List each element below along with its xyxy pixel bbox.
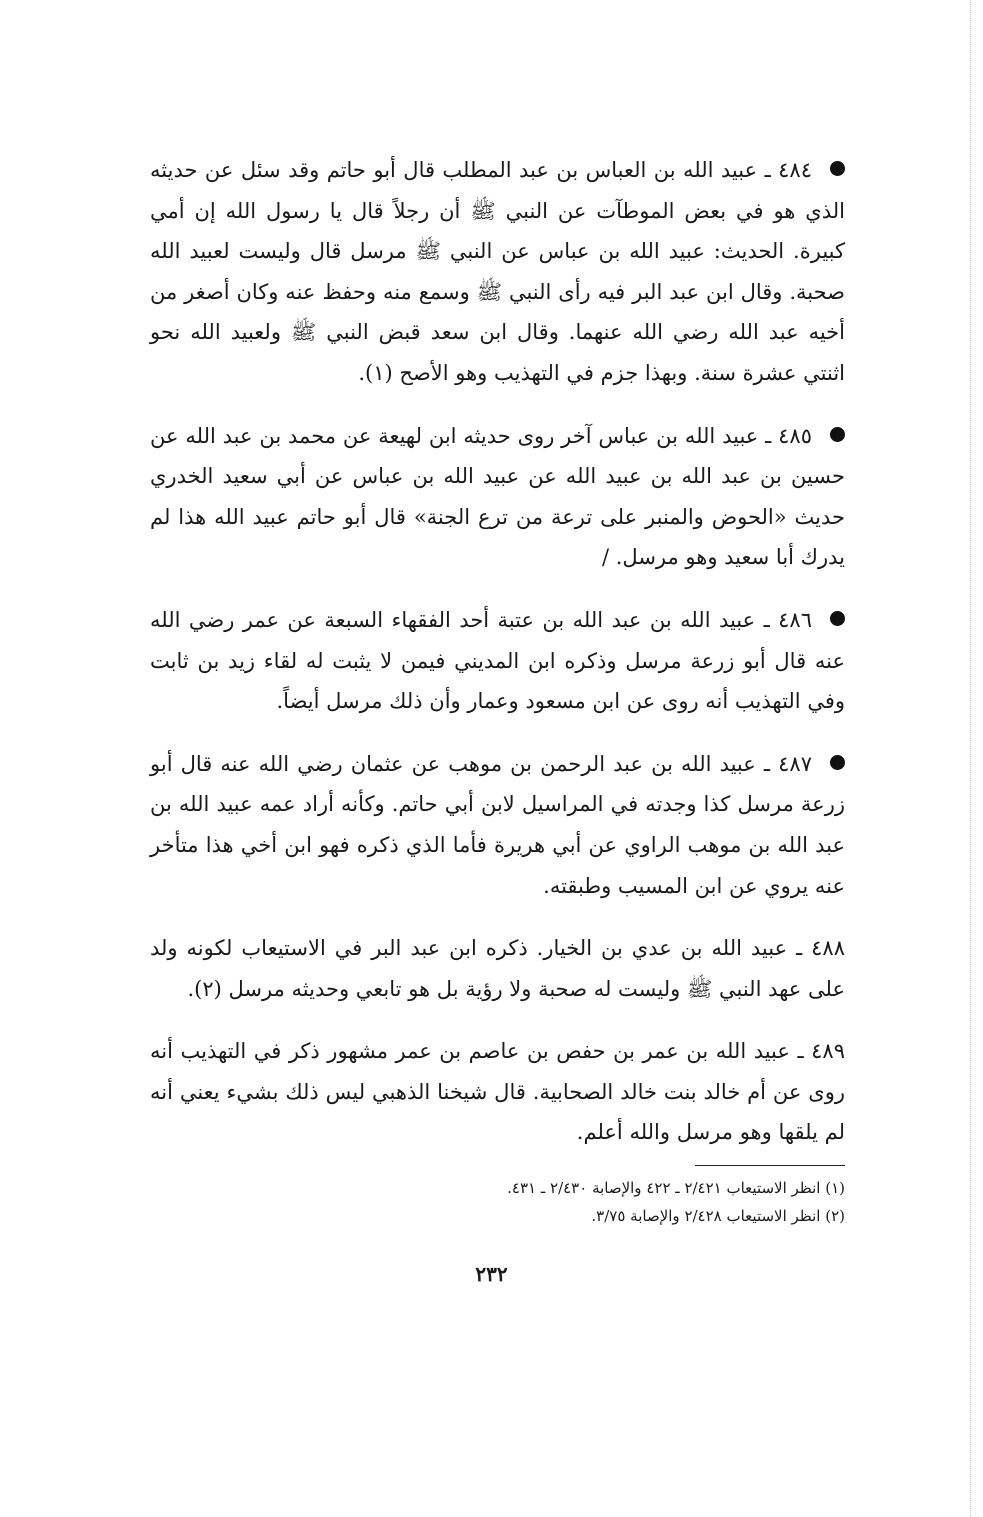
entry-text: ٤٨٤ ـ عبيد الله بن العباس بن عبد المطلب قال أبو حاتم وقد سئل عن حديثه الذي هو في بعض الموطآت عن النبي ﷺ أن رجلاً قال يا رسول الله إن أمي كبيرة. الحديث: عبيد الله بن عباس عن النبي ﷺ مرسل قال وليست لعبيد الله صحبة. وقال ابن عبد البر فيه رأى النبي ﷺ وسمع منه وحفظ عنه وكان أصغر من أخيه عبد الله رضي الله عنهما. وقال ابن سعد قبض النبي ﷺ ولعبيد الله نحو اثنتي عشرة سنة. وبهذا جزم في التهذيب وهو الأصح (١). [150,158,845,385]
footnote-2: (٢) انظر الاستيعاب ٢/٤٢٨ والإصابة ٣/٧٥. [591,1207,845,1225]
entry-text: ٤٨٩ ـ عبيد الله بن عمر بن حفص بن عاصم بن عمر مشهور ذكر في التهذيب أنه روى عن أم خالد بنت خالد الصحابية. قال شيخنا الذهبي ليس ذلك بشيء يعني أنه لم يلقها وهو مرسل والله أعلم. [150,1039,845,1145]
footnotes [150,1165,845,1230]
entry-text: ٤٨٨ ـ عبيد الله بن عدي بن الخيار. ذكره ابن عبد البر في الاستيعاب لكونه ولد على عهد النبي ﷺ وليست له صحبة ولا رؤية بل هو تابعي وحديثه مرسل (٢). [150,936,845,1001]
footnote-divider [695,1165,845,1166]
bullet-icon [830,755,845,770]
entry-text: ٤٨٧ ـ عبيد الله بن عبد الرحمن بن موهب عن عثمان رضي الله عنه قال أبو زرعة مرسل كذا وجدته في المراسيل لابن أبي حاتم. وكأنه أراد عمه عبيد الله بن عبد الله بن موهب الراوي عن أبي هريرة فأما الذي ذكره فهو ابن أخي هذا متأخر عنه يروي عن ابن المسيب وطبقته. [150,751,845,898]
main-text [150,150,845,1175]
entry-485 [150,416,845,578]
bullet-icon [830,161,845,176]
page-edge-divider [970,0,971,1517]
footnote-1: (١) انظر الاستيعاب ٢/٤٢١ ـ ٤٢٢ والإصابة ٢/٤٣٠ ـ ٤٣١. [507,1179,845,1197]
page-number: ٢٣٢ [475,1262,508,1286]
entry-text: ٤٨٥ ـ عبيد الله بن عباس آخر روى حديثه ابن لهيعة عن محمد بن عبد الله عن حسين بن عبد الله بن عبيد الله عن عبيد الله بن عباس عن أبي سعيد الخدري حديث «الحوض والمنبر على ترعة من ترع الجنة» قال أبو حاتم عبيد الله هذا لم يدرك أبا سعيد وهو مرسل. / [150,423,845,570]
entry-486 [150,600,845,722]
entry-488 [150,928,845,1009]
entry-text: ٤٨٦ ـ عبيد الله بن عبد الله بن عتبة أحد الفقهاء السبعة عن عمر رضي الله عنه قال أبو زرعة مرسل وذكره ابن المديني فيمن لا يثبت له لقاء زيد بن ثابت وفي التهذيب أنه روى عن ابن مسعود وعمار وأن ذلك مرسل أيضاً. [150,607,845,714]
bullet-icon [830,427,845,442]
entry-484 [150,150,845,394]
bullet-icon [830,611,845,626]
entry-489 [150,1031,845,1153]
entry-487 [150,744,845,906]
